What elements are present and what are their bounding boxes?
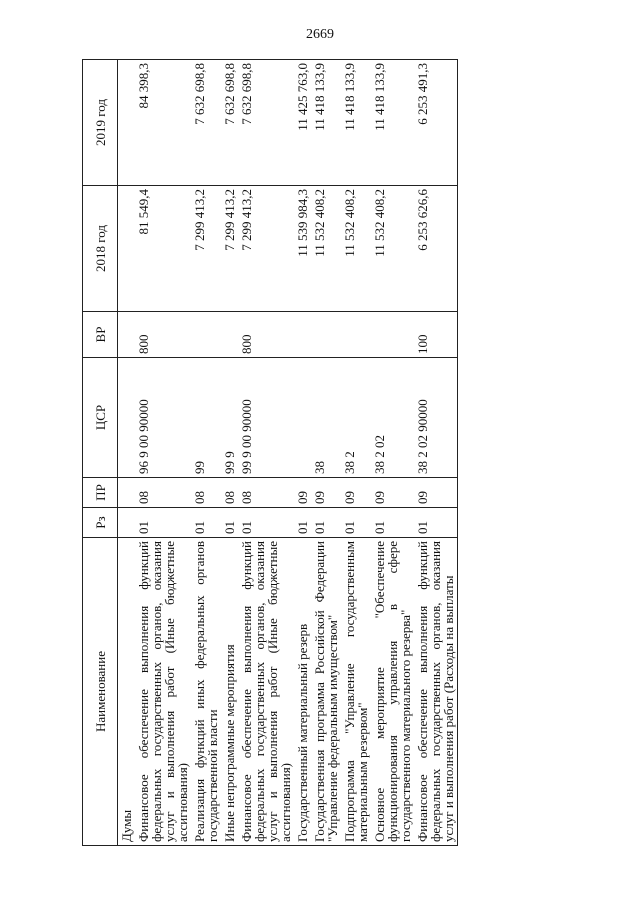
header-2019: 2019 год	[83, 60, 118, 186]
row-name: Подпрограмма "Управление государственным материальным резервом"	[341, 538, 371, 846]
row-2019: 11 418 133,9	[311, 60, 341, 186]
row-csr: 99 9	[221, 358, 238, 478]
row-pr: 08	[221, 478, 238, 508]
row-vr: 100	[414, 312, 458, 358]
row-csr: 38 2 02 90000	[414, 358, 458, 478]
row-name: Реализация функций иных федеральных органов государственной власти	[191, 538, 221, 846]
row-2018: 7 299 413,2	[238, 186, 294, 312]
row-csr	[118, 358, 136, 478]
row-csr: 99 9 00 90000	[238, 358, 294, 478]
row-csr: 99	[191, 358, 221, 478]
table-row	[311, 60, 341, 846]
row-name: Государственная программа Российской Федерации "Управление федеральным имуществом"	[311, 538, 341, 846]
row-2019: 11 418 133,9	[371, 60, 414, 186]
row-2018: 11 532 408,2	[371, 186, 414, 312]
row-2018: 6 253 626,6	[414, 186, 458, 312]
row-pr: 09	[294, 478, 311, 508]
table-header-row	[83, 60, 118, 846]
row-name: Думы	[118, 538, 136, 846]
row-vr	[311, 312, 341, 358]
header-2018: 2018 год	[83, 186, 118, 312]
row-2018: 7 299 413,2	[221, 186, 238, 312]
header-name: Наименование	[83, 538, 118, 846]
row-pr: 09	[371, 478, 414, 508]
row-2019: 6 253 491,3	[414, 60, 458, 186]
row-name: Иные непрограммные мероприятия	[221, 538, 238, 846]
row-name: Финансовое обеспечение выполнения функций федеральных государственных органов, оказания услуг и выполнения работ (Расходы на выплаты	[414, 538, 458, 846]
row-csr: 96 9 00 90000	[135, 358, 191, 478]
row-vr	[191, 312, 221, 358]
row-csr: 38 2	[341, 358, 371, 478]
row-2019: 7 632 698,8	[191, 60, 221, 186]
table-row	[135, 60, 191, 846]
row-rz: 01	[294, 508, 311, 538]
header-vr: ВР	[83, 312, 118, 358]
row-vr	[221, 312, 238, 358]
row-2018: 11 539 984,3	[294, 186, 311, 312]
page-number: 2669	[306, 27, 334, 42]
row-pr: 08	[238, 478, 294, 508]
row-vr	[118, 312, 136, 358]
row-2018: 81 549,4	[135, 186, 191, 312]
row-vr: 800	[238, 312, 294, 358]
row-2019: 84 398,3	[135, 60, 191, 186]
row-rz: 01	[221, 508, 238, 538]
table-row	[191, 60, 221, 846]
row-name: Государственный материальный резерв	[294, 538, 311, 846]
header-csr: ЦСР	[83, 358, 118, 478]
row-2018: 11 532 408,2	[341, 186, 371, 312]
row-rz: 01	[414, 508, 458, 538]
row-rz: 01	[238, 508, 294, 538]
row-rz: 01	[311, 508, 341, 538]
table-row	[414, 60, 458, 846]
row-name: Финансовое обеспечение выполнения функций федеральных государственных органов, оказания услуг и выполнения работ (Иные бюджетные ассигнования)	[238, 538, 294, 846]
table-row	[118, 60, 136, 846]
table-row	[238, 60, 294, 846]
header-rz: Рз	[83, 508, 118, 538]
row-pr: 09	[311, 478, 341, 508]
table-row	[371, 60, 414, 846]
row-csr: 38	[311, 358, 341, 478]
row-2019: 7 632 698,8	[221, 60, 238, 186]
row-pr: 08	[135, 478, 191, 508]
row-name: Финансовое обеспечение выполнения функций федеральных государственных органов, оказания услуг и выполнения работ (Иные бюджетные ассигнования)	[135, 538, 191, 846]
row-pr: 09	[341, 478, 371, 508]
row-vr	[341, 312, 371, 358]
row-name: Основное мероприятие "Обеспечение функционирования управления в сфере государственного материального резерва"	[371, 538, 414, 846]
header-pr: ПР	[83, 478, 118, 508]
row-pr: 08	[191, 478, 221, 508]
row-2018: 11 532 408,2	[311, 186, 341, 312]
row-2018: 7 299 413,2	[191, 186, 221, 312]
row-pr	[118, 478, 136, 508]
table-row	[294, 60, 311, 846]
row-2019: 11 425 763,0	[294, 60, 311, 186]
row-vr	[294, 312, 311, 358]
budget-table-sheet	[82, 60, 608, 846]
row-2019: 11 418 133,9	[341, 60, 371, 186]
row-rz: 01	[135, 508, 191, 538]
row-rz	[118, 508, 136, 538]
row-2018	[118, 186, 136, 312]
row-csr	[294, 358, 311, 478]
row-rz: 01	[371, 508, 414, 538]
table-row	[221, 60, 238, 846]
row-vr	[371, 312, 414, 358]
row-rz: 01	[191, 508, 221, 538]
row-csr: 38 2 02	[371, 358, 414, 478]
row-vr: 800	[135, 312, 191, 358]
budget-table	[82, 59, 458, 846]
row-rz: 01	[341, 508, 371, 538]
row-2019: 7 632 698,8	[238, 60, 294, 186]
row-2019	[118, 60, 136, 186]
table-row	[341, 60, 371, 846]
row-pr: 09	[414, 478, 458, 508]
